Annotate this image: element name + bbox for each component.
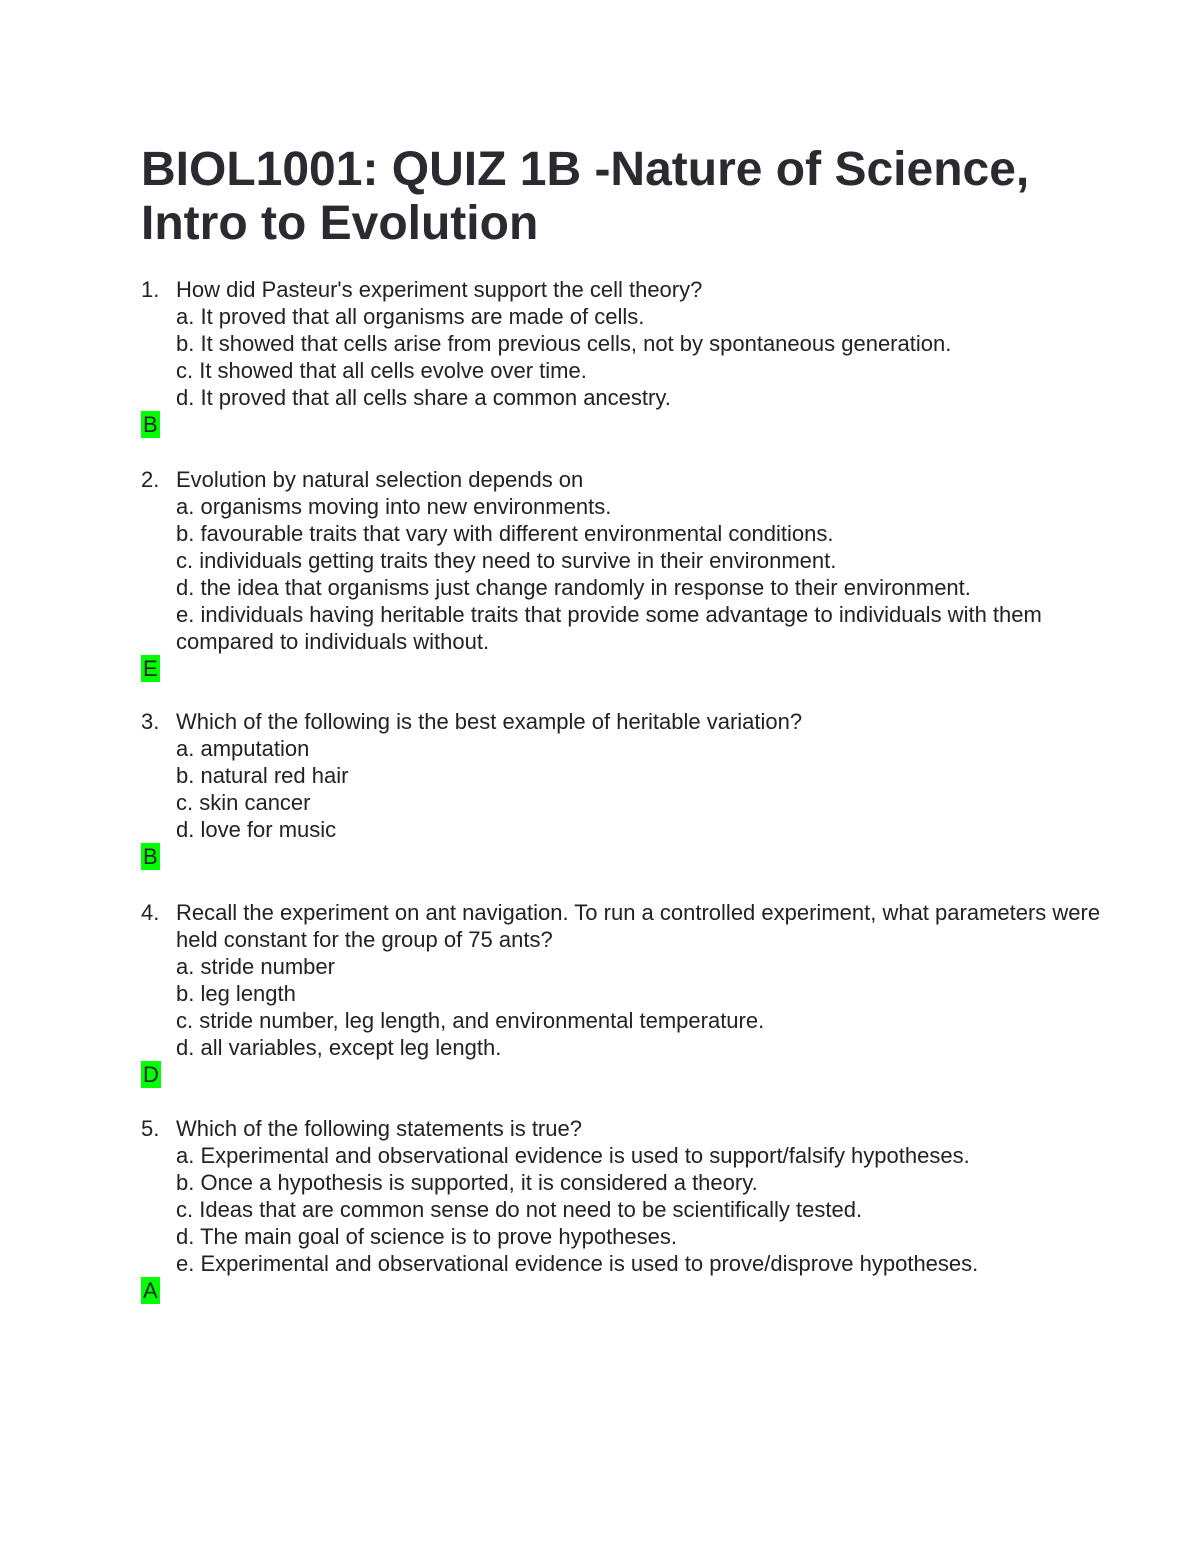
question-number: 4. <box>141 900 160 925</box>
option-d: d. all variables, except leg length. <box>176 1035 502 1060</box>
option-e: e. Experimental and observational evidence is used to prove/disprove hypotheses. <box>176 1251 979 1276</box>
question-number: 5. <box>141 1116 160 1141</box>
answer-highlight: B <box>143 844 158 869</box>
option-c: c. stride number, leg length, and environmental temperature. <box>176 1008 765 1033</box>
option-b: b. Once a hypothesis is supported, it is considered a theory. <box>176 1170 758 1195</box>
option-d: d. love for music <box>176 817 337 842</box>
option-c: c. Ideas that are common sense do not need to be scientifically tested. <box>176 1197 863 1222</box>
question-4 <box>141 899 1101 1088</box>
option-b: b. natural red hair <box>176 763 349 788</box>
answer-highlight: B <box>143 412 158 437</box>
option-a: a. It proved that all organisms are made of cells. <box>176 304 645 329</box>
question-text: Which of the following is the best example of heritable variation? <box>176 709 803 734</box>
option-a: a. stride number <box>176 954 335 979</box>
option-list <box>141 735 1101 843</box>
question-text: Which of the following statements is true? <box>176 1116 582 1141</box>
option-b: b. favourable traits that vary with different environmental conditions. <box>176 521 834 546</box>
question-text: Evolution by natural selection depends on <box>176 467 584 492</box>
answer-highlight: A <box>143 1278 158 1303</box>
answer-highlight: E <box>143 656 158 681</box>
option-list <box>141 953 1101 1061</box>
question-number: 3. <box>141 709 160 734</box>
question-2 <box>141 466 1101 682</box>
option-b: b. leg length <box>176 981 296 1006</box>
option-d: d. The main goal of science is to prove hypotheses. <box>176 1224 677 1249</box>
question-5 <box>141 1115 1101 1304</box>
option-a: a. organisms moving into new environments. <box>176 494 612 519</box>
option-d: d. It proved that all cells share a common ancestry. <box>176 385 671 410</box>
question-1 <box>141 276 1101 438</box>
option-list <box>141 493 1101 655</box>
document-title: BIOL1001: QUIZ 1B -Nature of Science, Intro to Evolution <box>141 143 1030 250</box>
answer-highlight: D <box>143 1062 159 1087</box>
question-text: How did Pasteur's experiment support the cell theory? <box>176 277 703 302</box>
question-3 <box>141 708 1101 870</box>
option-c: c. It showed that all cells evolve over time. <box>176 358 587 383</box>
option-list <box>141 1142 1101 1277</box>
option-c: c. skin cancer <box>176 790 311 815</box>
option-d: d. the idea that organisms just change randomly in response to their environment. <box>176 575 971 600</box>
question-text: Recall the experiment on ant navigation. To run a controlled experiment, what parameters were held constant for the group of 75 ants? <box>176 900 1101 952</box>
option-c: c. individuals getting traits they need to survive in their environment. <box>176 548 837 573</box>
option-e: e. individuals having heritable traits that provide some advantage to individuals with them compared to individuals without. <box>176 602 1042 654</box>
option-b: b. It showed that cells arise from previous cells, not by spontaneous generation. <box>176 331 952 356</box>
question-number: 2. <box>141 467 160 492</box>
question-number: 1. <box>141 277 160 302</box>
option-list <box>141 303 1101 411</box>
option-a: a. amputation <box>176 736 310 761</box>
option-a: a. Experimental and observational evidence is used to support/falsify hypotheses. <box>176 1143 970 1168</box>
